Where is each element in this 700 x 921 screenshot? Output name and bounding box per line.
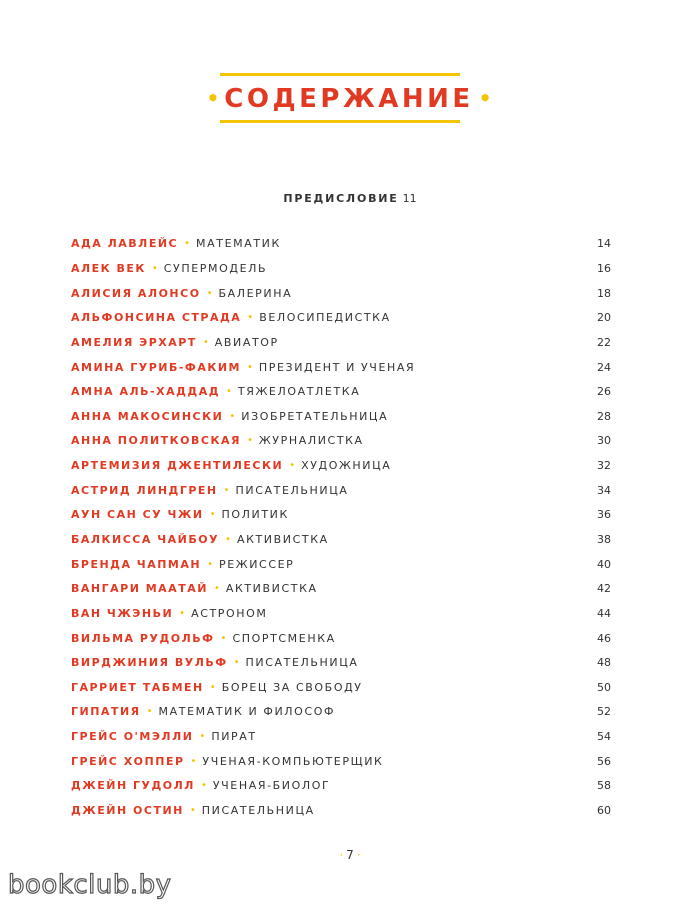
- toc-entry-role: ТЯЖЕЛОАТЛЕТКА: [237, 385, 361, 399]
- toc-entry-name: АЛЬФОНСИНА СТРАДА: [71, 311, 242, 325]
- bullet-separator: •: [247, 361, 253, 373]
- toc-entry-page: 36: [597, 508, 611, 522]
- preface-entry[interactable]: [0, 192, 700, 205]
- toc-entry-page: 58: [597, 779, 611, 793]
- toc-entry-role: АКТИВИСТКА: [236, 533, 329, 546]
- bullet-separator: •: [179, 607, 186, 619]
- toc-entry-role: ВЕЛОСИПЕДИСТКА: [259, 311, 391, 325]
- toc-entry-role: УЧЕНАЯ-КОМПЬЮТЕРЩИК: [202, 754, 384, 768]
- bullet-separator: •: [247, 312, 254, 324]
- toc-entry-role: ПИСАТЕЛЬНИЦА: [245, 656, 359, 670]
- toc-entry[interactable]: [71, 577, 611, 602]
- page-title-text: СОДЕРЖАНИЕ: [224, 84, 474, 114]
- toc-entry-page: 60: [597, 804, 611, 818]
- toc-entry[interactable]: [71, 700, 611, 725]
- toc-entry-page: 42: [597, 582, 611, 596]
- toc-entry-page: 18: [597, 286, 611, 300]
- bullet-separator: •: [190, 755, 197, 767]
- bullet-separator: •: [184, 238, 191, 250]
- toc-entry-page: 40: [597, 557, 611, 571]
- toc-entry-role: ПРЕЗИДЕНТ И УЧЕНАЯ: [258, 360, 416, 374]
- bullet-separator: •: [229, 410, 236, 422]
- toc-entry-name: ГРЕЙС ХОППЕР: [71, 754, 185, 768]
- toc-entry-name: АРТЕМИЗИЯ ДЖЕНТИЛЕСКИ: [71, 459, 284, 473]
- toc-entry-name: ДЖЕЙН ОСТИН: [71, 804, 184, 818]
- toc-entry[interactable]: [71, 232, 611, 257]
- toc-entry-name: ГРЕЙС О'МЭЛЛИ: [71, 730, 194, 744]
- bullet-separator: •: [289, 460, 296, 472]
- toc-entry-page: 14: [597, 237, 611, 251]
- toc-entry[interactable]: [71, 281, 611, 306]
- toc-entry-role: РЕЖИССЕР: [219, 557, 295, 571]
- toc-entry-role: МАТЕМАТИК: [196, 237, 281, 251]
- bullet-separator: •: [151, 262, 158, 274]
- toc-entry-role: СУПЕРМОДЕЛЬ: [163, 261, 268, 275]
- toc-entry-role: БАЛЕРИНА: [218, 286, 293, 300]
- bullet-separator: •: [200, 780, 207, 792]
- toc-entry[interactable]: [71, 651, 611, 676]
- toc-entry-name: АННА МАКОСИНСКИ: [71, 409, 224, 423]
- title-top-rule: [220, 73, 460, 76]
- toc-entry[interactable]: [71, 552, 611, 577]
- bullet-separator: •: [206, 287, 213, 299]
- page-number-value: 7: [346, 848, 354, 862]
- toc-entry-role: ПОЛИТИК: [221, 508, 289, 522]
- toc-entry[interactable]: [71, 478, 611, 503]
- bullet-separator: •: [246, 435, 253, 447]
- toc-entry[interactable]: [71, 749, 611, 774]
- watermark-logo: bookclub.by: [8, 870, 172, 900]
- title-bullet-left: •: [206, 86, 220, 110]
- toc-entry[interactable]: [71, 355, 611, 380]
- toc-entry[interactable]: [71, 454, 611, 479]
- toc-entry-role: БОРЕЦ ЗА СВОБОДУ: [221, 680, 363, 694]
- bullet-separator: •: [233, 657, 240, 669]
- toc-entry-name: АСТРИД ЛИНДГРЕН: [71, 483, 218, 497]
- toc-entry-name: БАЛКИССА ЧАЙБОУ: [71, 533, 220, 546]
- bullet-separator: •: [220, 632, 227, 644]
- toc-entry[interactable]: [71, 528, 611, 553]
- toc-entry-role: МАТЕМАТИК И ФИЛОСОФ: [158, 705, 336, 719]
- toc-entry-role: УЧЕНАЯ-БИОЛОГ: [212, 779, 331, 793]
- toc-entry-name: ВАНГАРИ МААТАЙ: [71, 582, 208, 596]
- preface-label: ПРЕДИСЛОВИЕ: [283, 192, 399, 205]
- toc-entry-name: АМИНА ГУРИБ-ФАКИМ: [71, 360, 241, 374]
- toc-entry-page: 20: [597, 311, 611, 325]
- toc-entry-role: ИЗОБРЕТАТЕЛЬНИЦА: [241, 409, 389, 423]
- bullet-separator: •: [223, 484, 230, 496]
- title-bottom-rule: [220, 120, 460, 123]
- toc-entry-name: АМНА АЛЬ-ХАДДАД: [71, 385, 221, 399]
- toc-entry-page: 32: [597, 459, 611, 473]
- toc-entry-page: 52: [597, 705, 611, 719]
- toc-entry-name: АЛИСИЯ АЛОНСО: [71, 286, 201, 300]
- page-number-bullet-right: ·: [356, 848, 361, 862]
- toc-entry-role: ПИСАТЕЛЬНИЦА: [235, 483, 349, 497]
- title-block: [196, 70, 502, 128]
- toc-entry-name: ВИРДЖИНИЯ ВУЛЬФ: [71, 656, 228, 670]
- toc-entry[interactable]: [71, 602, 611, 627]
- toc-entry[interactable]: [71, 257, 611, 282]
- toc-entry-page: 30: [597, 434, 611, 448]
- toc-entry-page: 34: [597, 483, 611, 497]
- toc-entry[interactable]: [71, 626, 611, 651]
- toc-entry[interactable]: [71, 503, 611, 528]
- toc-list: [71, 232, 611, 823]
- toc-entry-page: 22: [597, 335, 611, 349]
- toc-entry-name: ГАРРИЕТ ТАБМЕН: [71, 680, 204, 694]
- toc-entry-role: СПОРТСМЕНКА: [232, 631, 336, 645]
- bullet-separator: •: [209, 509, 216, 521]
- bullet-separator: •: [146, 706, 153, 718]
- toc-entry-page: 56: [597, 754, 611, 768]
- toc-entry-name: АННА ПОЛИТКОВСКАЯ: [71, 434, 241, 448]
- toc-entry-role: ПИСАТЕЛЬНИЦА: [201, 804, 315, 818]
- toc-entry-name: АДА ЛАВЛЕЙС: [71, 237, 179, 251]
- toc-entry-page: 16: [597, 261, 611, 275]
- toc-entry-page: 54: [597, 730, 611, 744]
- toc-entry-name: АУН САН СУ ЧЖИ: [71, 508, 204, 522]
- toc-entry-name: БРЕНДА ЧАПМАН: [71, 557, 202, 571]
- preface-page: 11: [402, 192, 417, 205]
- title-bullet-right: •: [478, 86, 492, 110]
- toc-entry-page: 50: [597, 680, 611, 694]
- toc-entry-page: 24: [597, 360, 611, 374]
- page-number-bullet-left: ·: [339, 848, 344, 862]
- toc-entry-page: 46: [597, 631, 611, 645]
- toc-entry-name: АЛЕК ВЕК: [71, 261, 146, 275]
- toc-entry[interactable]: [71, 676, 611, 701]
- toc-entry-role: ПИРАТ: [211, 730, 257, 744]
- page-title: [196, 79, 502, 118]
- toc-entry[interactable]: [71, 404, 611, 429]
- toc-entry-page: 28: [597, 409, 611, 423]
- toc-entry[interactable]: [71, 380, 611, 405]
- bullet-separator: •: [202, 336, 209, 348]
- bullet-separator: •: [209, 681, 216, 693]
- toc-entry-role: ХУДОЖНИЦА: [301, 459, 392, 473]
- toc-entry-role: АВИАТОР: [214, 335, 279, 349]
- toc-entry-name: АМЕЛИЯ ЭРХАРТ: [71, 335, 197, 349]
- toc-entry-name: ВАН ЧЖЭНЬИ: [71, 606, 174, 620]
- page-number: [0, 848, 700, 862]
- toc-entry-name: ДЖЕЙН ГУДОЛЛ: [71, 779, 195, 793]
- toc-entry-page: 26: [597, 385, 611, 399]
- bullet-separator: •: [225, 534, 231, 545]
- toc-entry[interactable]: [71, 331, 611, 356]
- toc-entry-role: АСТРОНОМ: [191, 606, 268, 620]
- toc-entry-role: ЖУРНАЛИСТКА: [258, 434, 364, 448]
- toc-entry-page: 48: [597, 656, 611, 670]
- bullet-separator: •: [213, 583, 220, 595]
- toc-entry-name: ВИЛЬМА РУДОЛЬФ: [71, 631, 215, 645]
- toc-entry-name: ГИПАТИЯ: [71, 705, 141, 719]
- bullet-separator: •: [189, 805, 196, 817]
- toc-entry-role: АКТИВИСТКА: [225, 582, 318, 596]
- toc-entry-page: 44: [597, 606, 611, 620]
- bullet-separator: •: [207, 558, 213, 570]
- toc-entry-page: 38: [597, 533, 611, 546]
- toc-entry[interactable]: [71, 799, 611, 824]
- toc-entry[interactable]: [71, 774, 611, 799]
- toc-entry[interactable]: [71, 725, 611, 750]
- bullet-separator: •: [199, 731, 206, 743]
- toc-entry[interactable]: [71, 306, 611, 331]
- bullet-separator: •: [226, 386, 232, 398]
- toc-entry[interactable]: [71, 429, 611, 454]
